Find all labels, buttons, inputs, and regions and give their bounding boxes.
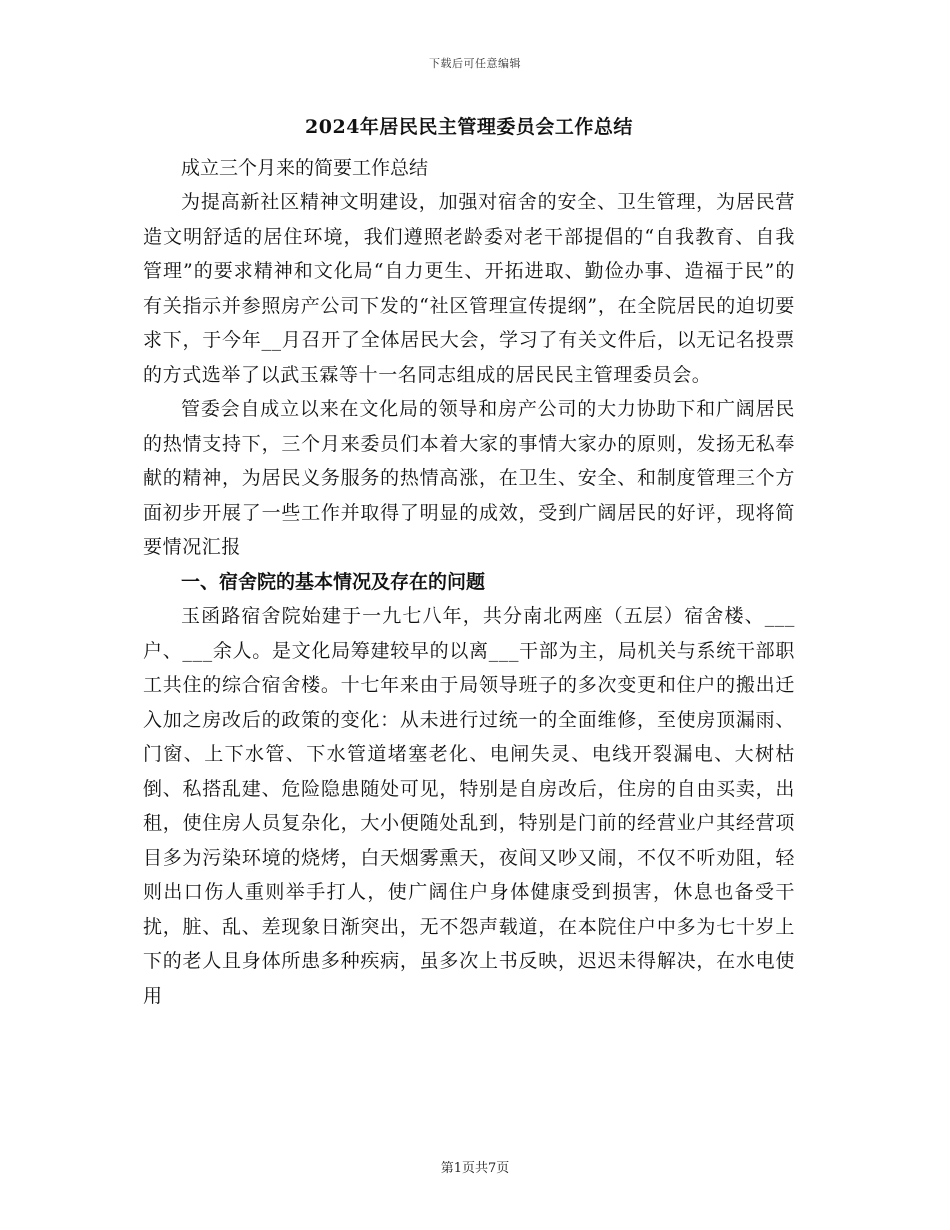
document-body: [143, 112, 795, 1013]
paragraph-intro: 为提高新社区精神文明建设，加强对宿舍的安全、卫生管理，为居民营造文明舒适的居住环境，我们遵照老龄委对老干部提倡的“自我教育、自我管理”的要求精神和文化局“自力更生、开拓进取、勤俭办事、造福于民”的有关指示并参照房产公司下发的“社区管理宣传提纲”，在全院居民的迫切要求下，于今年__月召开了全体居民大会，学习了有关文件后，以无记名投票的方式选举了以武玉霖等十一名同志组成的居民民主管理委员会。: [143, 191, 795, 386]
document-title: 2024年居民民主管理委员会工作总结: [305, 116, 633, 138]
section-heading: 一、宿舍院的基本情况及存在的问题: [181, 570, 486, 593]
paragraph-dormitory-situation: 玉函路宿舍院始建于一九七八年，共分南北两座（五层）宿舍楼、___户、___余人。是文化局筹建较早的以离___干部为主，局机关与系统干部职工共住的综合宿舍楼。十七年来由于局领导班子的多次变更和住户的搬出迁入加之房改后的政策的变化：从未进行过统一的全面维修，至使房顶漏雨、门窗、上下水管、下水管道堵塞老化、电闸失灵、电线开裂漏电、大树枯倒、私搭乱建、危险隐患随处可见，特别是自房改后，住房的自由买卖，出租，使住房人员复杂化，大小便随处乱到，特别是门前的经营业户其经营项目多为污染环境的烧烤，白天烟雾熏天，夜间又吵又闹，不仅不听劝阻，轻则出口伤人重则举手打人，使广阔住户身体健康受到损害，休息也备受干扰，脏、乱、差现象日渐突出，无不怨声载道，在本院住户中多为七十岁上下的老人且身体所患多种疾病，虽多次上书反映，迟迟未得解决，在水电使用: [143, 605, 795, 1007]
page-number-footer: 第1页共7页: [440, 1161, 510, 1176]
document-subtitle: 成立三个月来的简要工作总结: [181, 157, 429, 179]
header-note: 下载后可任意编辑: [429, 57, 521, 70]
paragraph-committee-work: 管委会自成立以来在文化局的领导和房产公司的大力协助下和广阔居民的热情支持下，三个月来委员们本着大家的事情大家办的原则，发扬无私奉献的精神，为居民义务服务的热情高涨，在卫生、安全、和制度管理三个方面初步开展了一些工作并取得了明显的成效，受到广阔居民的好评，现将简要情况汇报: [143, 398, 795, 558]
